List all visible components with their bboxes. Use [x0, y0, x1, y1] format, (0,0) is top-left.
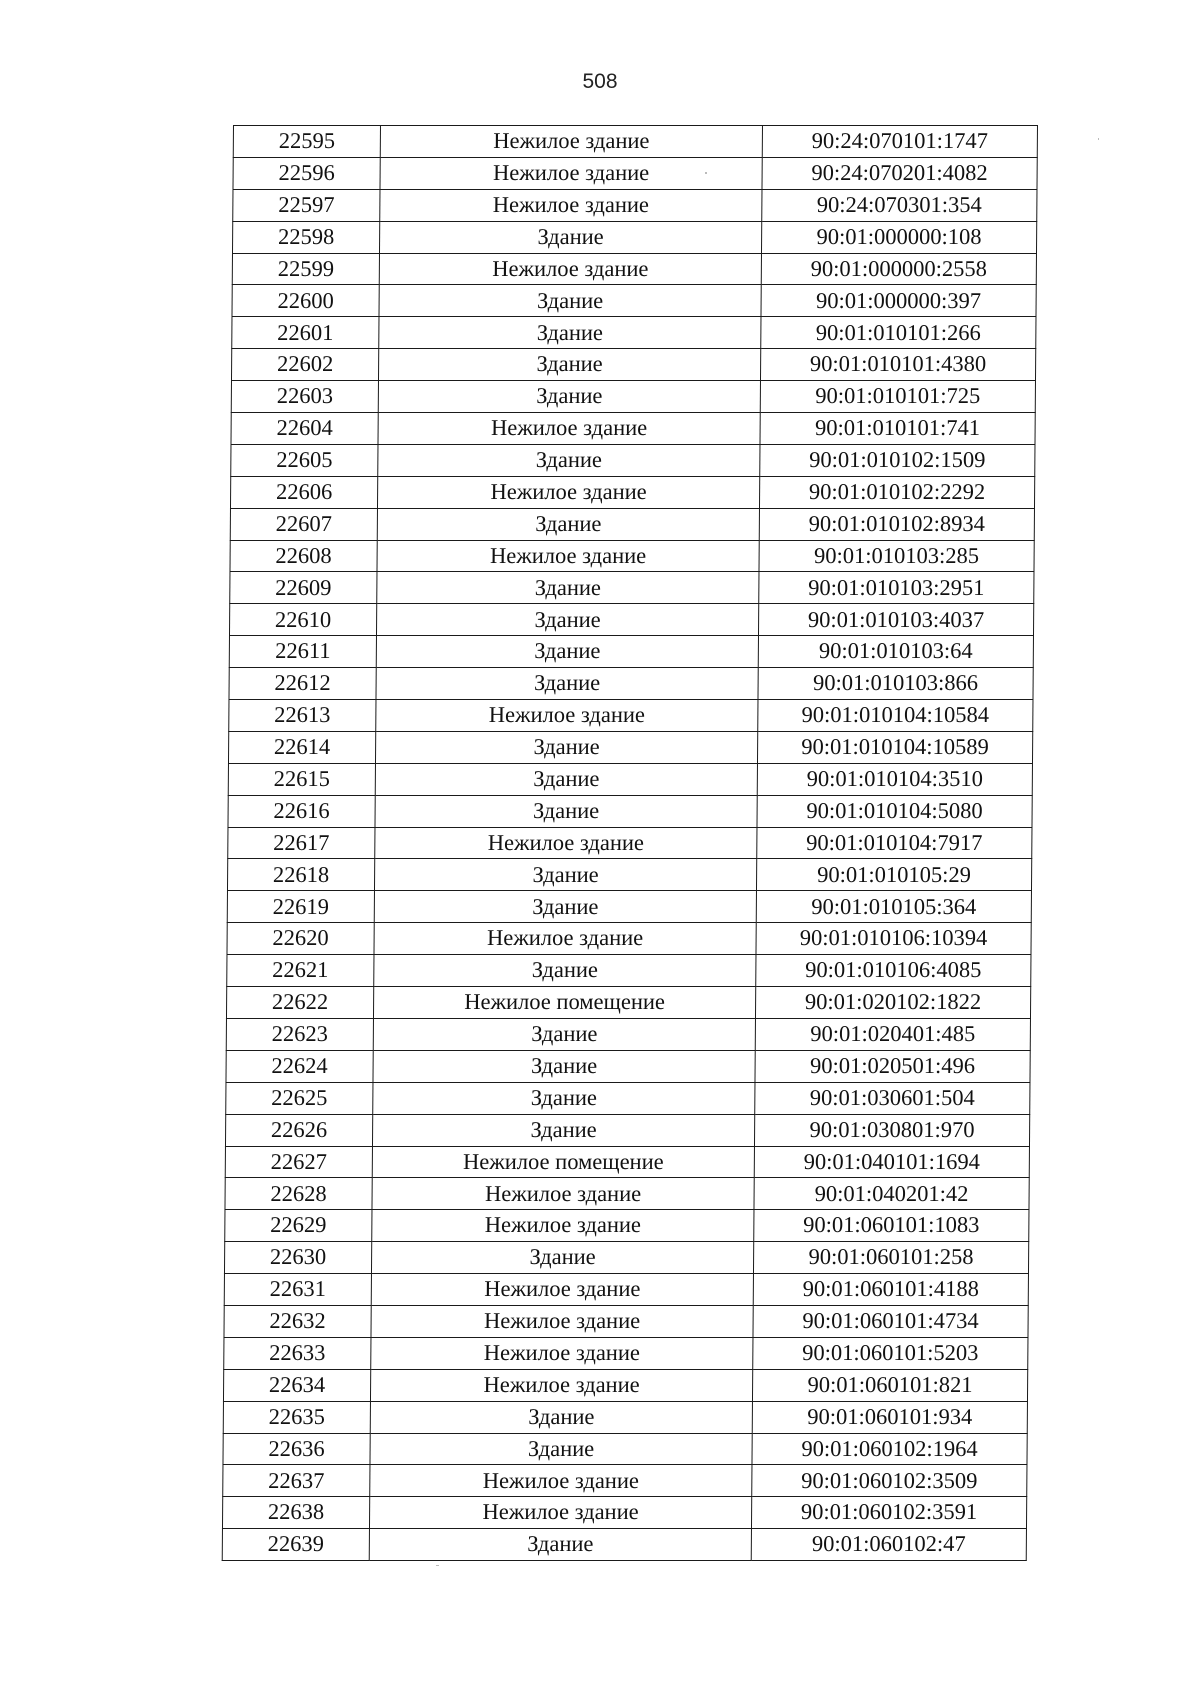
- table-row: [226, 987, 1030, 1019]
- cadastral-number-cell: 90:01:010105:29: [756, 859, 1031, 891]
- object-type-cell: Нежилое здание: [380, 157, 762, 189]
- row-number-cell: 22596: [233, 157, 380, 189]
- cadastral-number-cell: 90:01:020501:496: [755, 1050, 1030, 1082]
- object-type-cell: Здание: [377, 508, 759, 540]
- table-row: [230, 508, 1034, 540]
- row-number-cell: 22620: [227, 923, 374, 955]
- object-type-cell: Здание: [373, 1082, 755, 1114]
- table-row: [230, 572, 1034, 604]
- cadastral-number-cell: 90:01:010105:364: [756, 891, 1031, 923]
- row-number-cell: 22637: [223, 1465, 370, 1497]
- table-row: [229, 700, 1033, 732]
- cadastral-number-cell: 90:01:010101:266: [761, 317, 1036, 349]
- cadastral-number-cell: 90:24:070101:1747: [762, 126, 1037, 158]
- cadastral-number-cell: 90:01:060101:4188: [753, 1274, 1028, 1306]
- table-row: [228, 763, 1032, 795]
- cadastral-number-cell: 90:01:060102:1964: [752, 1433, 1027, 1465]
- row-number-cell: 22598: [232, 221, 379, 253]
- object-type-cell: Нежилое здание: [371, 1305, 753, 1337]
- cadastral-number-cell: 90:01:030601:504: [755, 1082, 1030, 1114]
- table-row: [223, 1433, 1027, 1465]
- table-row: [228, 795, 1032, 827]
- row-number-cell: 22601: [232, 317, 379, 349]
- row-number-cell: 22623: [226, 1018, 373, 1050]
- row-number-cell: 22611: [229, 636, 376, 668]
- cadastral-number-cell: 90:01:010102:1509: [760, 444, 1035, 476]
- object-type-cell: Здание: [375, 731, 757, 763]
- row-number-cell: 22604: [231, 413, 378, 445]
- object-type-cell: Здание: [376, 604, 758, 636]
- cadastral-number-cell: 90:24:070301:354: [762, 189, 1037, 221]
- cadastral-number-cell: 90:01:040101:1694: [754, 1146, 1029, 1178]
- row-number-cell: 22609: [230, 572, 377, 604]
- row-number-cell: 22610: [229, 604, 376, 636]
- cadastral-number-cell: 90:01:060101:4734: [753, 1305, 1028, 1337]
- row-number-cell: 22626: [225, 1114, 372, 1146]
- cadastral-number-cell: 90:01:060102:3509: [752, 1465, 1027, 1497]
- row-number-cell: 22635: [223, 1401, 370, 1433]
- cadastral-number-cell: 90:01:060101:1083: [754, 1210, 1029, 1242]
- object-type-cell: Нежилое помещение: [373, 987, 755, 1019]
- cadastral-number-cell: 90:01:010103:866: [758, 668, 1033, 700]
- cadastral-number-cell: 90:01:010101:725: [760, 381, 1035, 413]
- object-type-cell: Нежилое здание: [377, 476, 759, 508]
- row-number-cell: 22631: [224, 1274, 371, 1306]
- table-row: [227, 891, 1031, 923]
- table-row: [224, 1242, 1028, 1274]
- row-number-cell: 22605: [231, 444, 378, 476]
- object-type-cell: Нежилое здание: [371, 1274, 753, 1306]
- table-row: [226, 1082, 1030, 1114]
- object-type-cell: Нежилое здание: [378, 413, 760, 445]
- scan-speck: [705, 172, 707, 174]
- cadastral-number-cell: 90:01:010103:64: [758, 636, 1033, 668]
- table-row: [225, 1178, 1029, 1210]
- table-row: [228, 827, 1032, 859]
- row-number-cell: 22632: [224, 1305, 371, 1337]
- table-row: [223, 1401, 1027, 1433]
- cadastral-number-cell: 90:01:060102:47: [751, 1529, 1026, 1561]
- object-type-cell: Здание: [375, 763, 757, 795]
- row-number-cell: 22619: [227, 891, 374, 923]
- object-type-cell: Здание: [370, 1401, 752, 1433]
- cadastral-number-cell: 90:01:010102:8934: [759, 508, 1034, 540]
- registry-table: [222, 125, 1038, 1561]
- object-type-cell: Здание: [377, 572, 759, 604]
- table-row: [228, 731, 1032, 763]
- row-number-cell: 22617: [228, 827, 375, 859]
- cadastral-number-cell: 90:01:020401:485: [755, 1018, 1030, 1050]
- row-number-cell: 22615: [228, 763, 375, 795]
- cadastral-number-cell: 90:01:060102:3591: [751, 1497, 1026, 1529]
- object-type-cell: Нежилое здание: [370, 1369, 752, 1401]
- object-type-cell: Нежилое здание: [379, 253, 761, 285]
- cadastral-number-cell: 90:01:040201:42: [754, 1178, 1029, 1210]
- row-number-cell: 22638: [222, 1497, 369, 1529]
- table-row: [223, 1465, 1027, 1497]
- object-type-cell: Здание: [373, 1018, 755, 1050]
- row-number-cell: 22613: [229, 700, 376, 732]
- table-row: [231, 444, 1035, 476]
- row-number-cell: 22630: [224, 1242, 371, 1274]
- table-row: [225, 1210, 1029, 1242]
- table-row: [231, 349, 1035, 381]
- cadastral-number-cell: 90:01:020102:1822: [755, 987, 1030, 1019]
- row-number-cell: 22624: [226, 1050, 373, 1082]
- table-row: [226, 1018, 1030, 1050]
- table-row: [224, 1274, 1028, 1306]
- cadastral-number-cell: 90:01:010103:285: [759, 540, 1034, 572]
- table-row: [229, 636, 1033, 668]
- cadastral-number-cell: 90:01:010103:4037: [758, 604, 1033, 636]
- table-row: [227, 859, 1031, 891]
- object-type-cell: Здание: [379, 285, 761, 317]
- row-number-cell: 22612: [229, 668, 376, 700]
- object-type-cell: Здание: [378, 349, 760, 381]
- table-row: [224, 1337, 1028, 1369]
- table-row: [227, 955, 1031, 987]
- cadastral-number-cell: 90:01:000000:397: [761, 285, 1036, 317]
- object-type-cell: Здание: [379, 317, 761, 349]
- table-row: [232, 221, 1036, 253]
- row-number-cell: 22607: [230, 508, 377, 540]
- object-type-cell: Нежилое здание: [369, 1497, 751, 1529]
- row-number-cell: 22621: [227, 955, 374, 987]
- object-type-cell: Нежилое здание: [374, 923, 756, 955]
- table-row: [229, 668, 1033, 700]
- table-row: [222, 1529, 1026, 1561]
- row-number-cell: 22627: [225, 1146, 372, 1178]
- row-number-cell: 22599: [232, 253, 379, 285]
- table-row: [233, 157, 1037, 189]
- table-row: [230, 540, 1034, 572]
- table-row: [232, 285, 1036, 317]
- object-type-cell: Здание: [374, 859, 756, 891]
- object-type-cell: Нежилое здание: [377, 540, 759, 572]
- row-number-cell: 22634: [223, 1369, 370, 1401]
- row-number-cell: 22629: [225, 1210, 372, 1242]
- row-number-cell: 22597: [233, 189, 380, 221]
- cadastral-number-cell: 90:01:000000:2558: [761, 253, 1036, 285]
- row-number-cell: 22614: [228, 731, 375, 763]
- cadastral-number-cell: 90:01:030801:970: [754, 1114, 1029, 1146]
- object-type-cell: Здание: [371, 1242, 753, 1274]
- object-type-cell: Нежилое помещение: [372, 1146, 754, 1178]
- table-row: [232, 317, 1036, 349]
- table-row: [227, 923, 1031, 955]
- row-number-cell: 22622: [226, 987, 373, 1019]
- object-type-cell: Нежилое здание: [372, 1210, 754, 1242]
- object-type-cell: Здание: [378, 381, 760, 413]
- cadastral-number-cell: 90:01:010104:3510: [757, 763, 1032, 795]
- object-type-cell: Здание: [374, 891, 756, 923]
- cadastral-number-cell: 90:01:060101:5203: [753, 1337, 1028, 1369]
- table-row: [224, 1305, 1028, 1337]
- object-type-cell: Здание: [370, 1433, 752, 1465]
- object-type-cell: Нежилое здание: [372, 1178, 754, 1210]
- scan-speck: [436, 1565, 439, 1566]
- cadastral-number-cell: 90:01:010106:4085: [756, 955, 1031, 987]
- object-type-cell: Здание: [379, 221, 761, 253]
- table-row: [231, 381, 1035, 413]
- table-row: [233, 126, 1037, 158]
- cadastral-number-cell: 90:01:010104:5080: [757, 795, 1032, 827]
- row-number-cell: 22600: [232, 285, 379, 317]
- object-type-cell: Здание: [376, 668, 758, 700]
- cadastral-number-cell: 90:01:010106:10394: [756, 923, 1031, 955]
- row-number-cell: 22618: [227, 859, 374, 891]
- row-number-cell: 22639: [222, 1529, 369, 1561]
- cadastral-number-cell: 90:01:010104:7917: [757, 827, 1032, 859]
- table-row: [223, 1369, 1027, 1401]
- table-row: [233, 189, 1037, 221]
- object-type-cell: Нежилое здание: [370, 1465, 752, 1497]
- table-row: [222, 1497, 1026, 1529]
- object-type-cell: Нежилое здание: [375, 827, 757, 859]
- object-type-cell: Нежилое здание: [380, 189, 762, 221]
- table-row: [225, 1146, 1029, 1178]
- cadastral-number-cell: 90:01:060101:821: [752, 1369, 1027, 1401]
- table-row: [230, 476, 1034, 508]
- object-type-cell: Нежилое здание: [380, 126, 762, 158]
- table-row: [225, 1114, 1029, 1146]
- row-number-cell: 22608: [230, 540, 377, 572]
- object-type-cell: Нежилое здание: [376, 700, 758, 732]
- registry-table-body: [222, 126, 1037, 1561]
- cadastral-number-cell: 90:01:060101:934: [752, 1401, 1027, 1433]
- cadastral-number-cell: 90:24:070201:4082: [762, 157, 1037, 189]
- row-number-cell: 22625: [226, 1082, 373, 1114]
- row-number-cell: 22616: [228, 795, 375, 827]
- cadastral-number-cell: 90:01:010103:2951: [759, 572, 1034, 604]
- object-type-cell: Здание: [378, 444, 760, 476]
- row-number-cell: 22636: [223, 1433, 370, 1465]
- row-number-cell: 22595: [233, 126, 380, 158]
- object-type-cell: Здание: [376, 636, 758, 668]
- table-row: [229, 604, 1033, 636]
- row-number-cell: 22633: [224, 1337, 371, 1369]
- object-type-cell: Здание: [375, 795, 757, 827]
- object-type-cell: Здание: [373, 1050, 755, 1082]
- cadastral-number-cell: 90:01:010101:741: [760, 413, 1035, 445]
- row-number-cell: 22603: [231, 381, 378, 413]
- object-type-cell: Здание: [374, 955, 756, 987]
- object-type-cell: Нежилое здание: [371, 1337, 753, 1369]
- row-number-cell: 22628: [225, 1178, 372, 1210]
- table-row: [232, 253, 1036, 285]
- page-number: 508: [582, 70, 618, 93]
- cadastral-number-cell: 90:01:010101:4380: [760, 349, 1035, 381]
- table-row: [231, 413, 1035, 445]
- row-number-cell: 22602: [231, 349, 378, 381]
- table-row: [226, 1050, 1030, 1082]
- scan-speck: [1098, 138, 1099, 140]
- cadastral-number-cell: 90:01:010102:2292: [759, 476, 1034, 508]
- row-number-cell: 22606: [230, 476, 377, 508]
- cadastral-number-cell: 90:01:010104:10584: [758, 700, 1033, 732]
- object-type-cell: Здание: [372, 1114, 754, 1146]
- cadastral-number-cell: 90:01:000000:108: [761, 221, 1036, 253]
- cadastral-number-cell: 90:01:060101:258: [753, 1242, 1028, 1274]
- cadastral-number-cell: 90:01:010104:10589: [757, 731, 1032, 763]
- object-type-cell: Здание: [369, 1529, 751, 1561]
